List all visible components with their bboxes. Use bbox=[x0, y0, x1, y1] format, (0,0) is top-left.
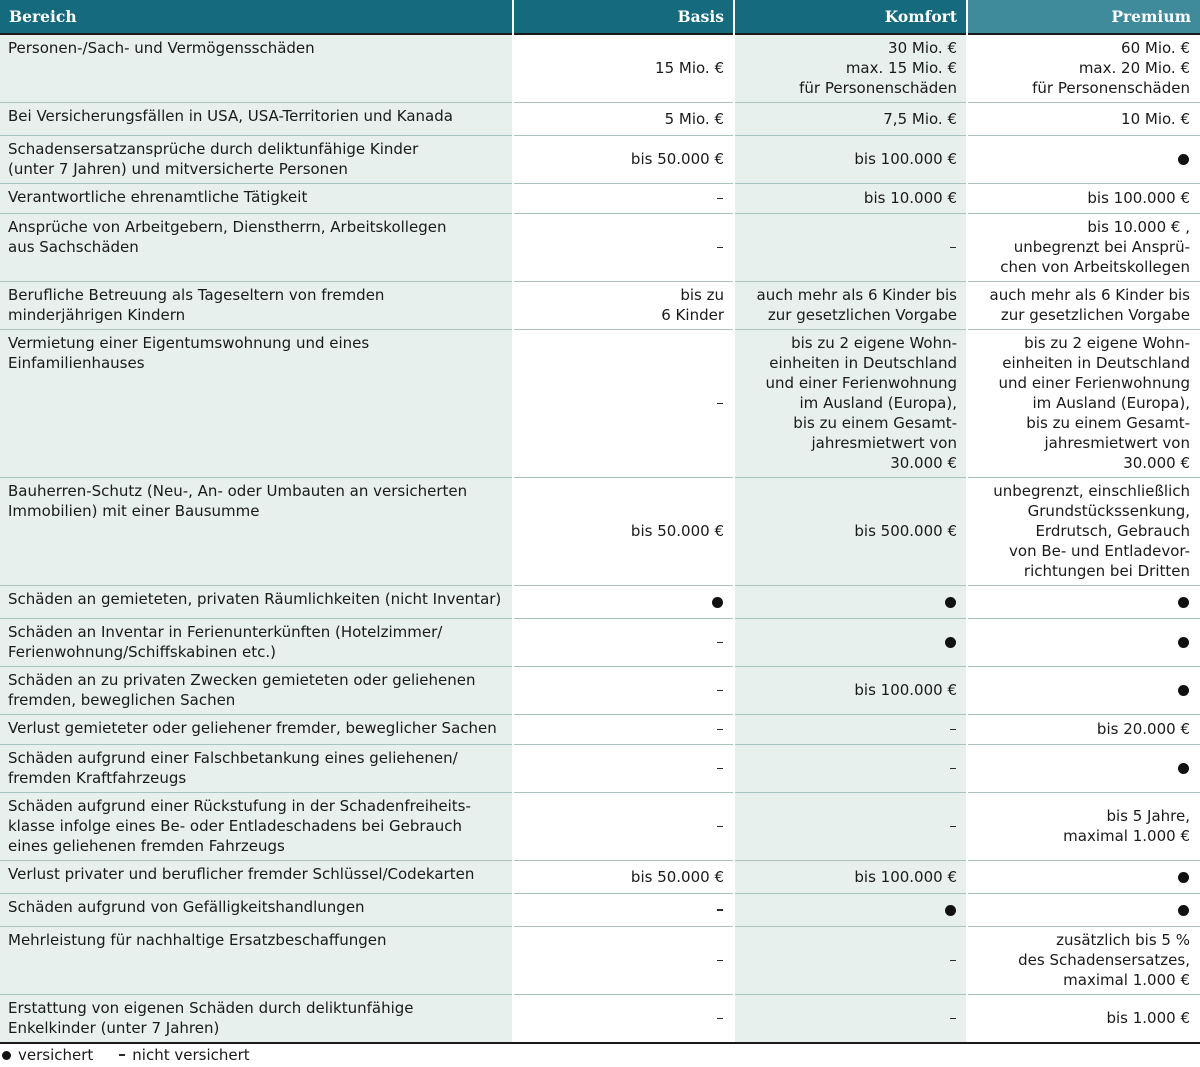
table-row bbox=[0, 745, 1200, 793]
legend-insured-label: versichert bbox=[18, 1046, 94, 1064]
column-header-area: Bereich bbox=[0, 0, 513, 34]
not-insured-dash-icon bbox=[717, 403, 723, 404]
insured-dot-icon bbox=[1178, 763, 1189, 774]
row-area-cell bbox=[0, 103, 513, 136]
row-label: Verantwortliche ehrenamtliche Tätigkeit bbox=[8, 188, 308, 206]
insured-dot-icon bbox=[945, 637, 956, 648]
komfort-value-cell bbox=[734, 103, 967, 136]
table-row bbox=[0, 214, 1200, 282]
komfort-value-cell bbox=[734, 214, 967, 282]
not-insured-dash-icon bbox=[119, 1054, 125, 1055]
basis-value-cell bbox=[513, 478, 734, 586]
cell-value: zusätzlich bis 5 % des Schadensersatzes, maximal 1.000 € bbox=[1018, 931, 1190, 989]
insured-dot-icon bbox=[712, 597, 723, 608]
cell-value: 7,5 Mio. € bbox=[883, 109, 957, 128]
komfort-value-cell bbox=[734, 619, 967, 667]
komfort-value-cell bbox=[734, 927, 967, 995]
table-body bbox=[0, 34, 1200, 1043]
premium-value-cell bbox=[967, 282, 1200, 330]
row-label: Schadensersatzansprüche durch deliktunfähige Kinder (unter 7 Jahren) und mitversicherte Personen bbox=[8, 140, 419, 178]
not-insured-dash-icon bbox=[717, 690, 723, 691]
cell-value: bis 500.000 € bbox=[854, 522, 957, 540]
row-area-cell bbox=[0, 894, 513, 927]
row-area-cell bbox=[0, 330, 513, 478]
row-label: Schäden aufgrund einer Falschbetankung eines geliehenen/ fremden Kraftfahrzeugs bbox=[8, 749, 458, 787]
row-label: Mehrleistung für nachhaltige Ersatzbeschaffungen bbox=[8, 931, 387, 949]
basis-value-cell bbox=[513, 715, 734, 745]
row-area-cell bbox=[0, 995, 513, 1044]
not-insured-dash-icon bbox=[717, 642, 723, 643]
basis-value-cell bbox=[513, 619, 734, 667]
not-insured-dash-icon bbox=[717, 826, 723, 827]
table-row bbox=[0, 894, 1200, 927]
cell-value: bis 100.000 € bbox=[854, 867, 957, 886]
insured-dot-icon bbox=[1178, 685, 1189, 696]
row-label: Bauherren-Schutz (Neu-, An- oder Umbauten an versicherten Immobilien) mit einer Bausumme bbox=[8, 482, 468, 520]
basis-value-cell bbox=[513, 745, 734, 793]
insured-dot-icon bbox=[1178, 154, 1189, 165]
table-row bbox=[0, 103, 1200, 136]
komfort-value-cell bbox=[734, 586, 967, 619]
row-area-cell bbox=[0, 667, 513, 715]
premium-value-cell bbox=[967, 715, 1200, 745]
not-insured-dash-icon bbox=[717, 960, 723, 961]
cell-value: bis 100.000 € bbox=[1087, 189, 1190, 207]
column-header-basis: Basis bbox=[513, 0, 734, 34]
row-area-cell bbox=[0, 34, 513, 103]
row-area-cell bbox=[0, 214, 513, 282]
komfort-value-cell bbox=[734, 330, 967, 478]
row-area-cell bbox=[0, 861, 513, 894]
column-header-premium: Premium bbox=[967, 0, 1200, 34]
legend-not-insured-label: nicht versichert bbox=[132, 1046, 250, 1064]
not-insured-dash-icon bbox=[950, 729, 956, 730]
basis-value-cell bbox=[513, 586, 734, 619]
komfort-value-cell bbox=[734, 136, 967, 184]
premium-value-cell bbox=[967, 136, 1200, 184]
basis-value-cell bbox=[513, 330, 734, 478]
legend bbox=[2, 1046, 250, 1064]
komfort-value-cell bbox=[734, 715, 967, 745]
not-insured-dash-icon bbox=[717, 1018, 723, 1019]
komfort-value-cell bbox=[734, 478, 967, 586]
premium-value-cell bbox=[967, 214, 1200, 282]
basis-value-cell bbox=[513, 894, 734, 927]
premium-value-cell bbox=[967, 793, 1200, 861]
premium-value-cell bbox=[967, 745, 1200, 793]
table-row bbox=[0, 34, 1200, 103]
insured-dot-icon bbox=[1178, 872, 1189, 883]
insured-dot-icon bbox=[945, 597, 956, 608]
premium-value-cell bbox=[967, 478, 1200, 586]
basis-value-cell bbox=[513, 667, 734, 715]
insured-dot-icon bbox=[2, 1051, 11, 1060]
basis-value-cell bbox=[513, 861, 734, 894]
cell-value: 10 Mio. € bbox=[1121, 109, 1190, 128]
table-row bbox=[0, 184, 1200, 214]
row-area-cell bbox=[0, 478, 513, 586]
premium-value-cell bbox=[967, 894, 1200, 927]
row-area-cell bbox=[0, 282, 513, 330]
table-row bbox=[0, 667, 1200, 715]
column-header-komfort: Komfort bbox=[734, 0, 967, 34]
basis-value-cell bbox=[513, 282, 734, 330]
not-insured-dash-icon bbox=[950, 247, 956, 248]
premium-value-cell bbox=[967, 103, 1200, 136]
not-insured-dash-icon bbox=[950, 768, 956, 769]
premium-value-cell bbox=[967, 619, 1200, 667]
not-insured-dash-icon bbox=[950, 960, 956, 961]
komfort-value-cell bbox=[734, 995, 967, 1044]
komfort-value-cell bbox=[734, 745, 967, 793]
row-area-cell bbox=[0, 619, 513, 667]
komfort-value-cell bbox=[734, 861, 967, 894]
cell-value: bis zu 6 Kinder bbox=[661, 286, 724, 324]
komfort-value-cell bbox=[734, 184, 967, 214]
komfort-value-cell bbox=[734, 667, 967, 715]
table-row bbox=[0, 793, 1200, 861]
table-row bbox=[0, 586, 1200, 619]
cell-value: bis 50.000 € bbox=[630, 150, 724, 168]
row-label: Schäden aufgrund von Gefälligkeitshandlungen bbox=[8, 898, 365, 916]
row-label: Ansprüche von Arbeitgebern, Dienstherrn, Arbeitskollegen aus Sachschäden bbox=[8, 218, 447, 256]
row-label: Verlust privater und beruflicher fremder Schlüssel/Codekarten bbox=[8, 865, 475, 883]
insured-dot-icon bbox=[945, 905, 956, 916]
row-label: Bei Versicherungsfällen in USA, USA-Territorien und Kanada bbox=[8, 107, 453, 125]
cell-value: bis 100.000 € bbox=[854, 681, 957, 699]
premium-value-cell bbox=[967, 667, 1200, 715]
not-insured-dash-icon bbox=[950, 1018, 956, 1019]
row-label: Erstattung von eigenen Schäden durch deliktunfähige Enkelkinder (unter 7 Jahren) bbox=[8, 999, 414, 1037]
row-area-cell bbox=[0, 793, 513, 861]
row-label: Schäden an gemieteten, privaten Räumlichkeiten (nicht Inventar) bbox=[8, 590, 502, 608]
row-area-cell bbox=[0, 745, 513, 793]
cell-value: bis 5 Jahre, maximal 1.000 € bbox=[1063, 807, 1190, 845]
not-insured-dash-icon bbox=[717, 909, 723, 910]
basis-value-cell bbox=[513, 995, 734, 1044]
table-row bbox=[0, 282, 1200, 330]
table-row bbox=[0, 861, 1200, 894]
insured-dot-icon bbox=[1178, 597, 1189, 608]
cell-value: auch mehr als 6 Kinder bis zur gesetzlichen Vorgabe bbox=[989, 286, 1190, 324]
row-area-cell bbox=[0, 715, 513, 745]
basis-value-cell bbox=[513, 793, 734, 861]
basis-value-cell bbox=[513, 136, 734, 184]
cell-value: bis 100.000 € bbox=[854, 150, 957, 168]
row-label: Schäden an Inventar in Ferienunterkünften (Hotelzimmer/ Ferienwohnung/Schiffskabinen etc.) bbox=[8, 623, 443, 661]
table-row bbox=[0, 136, 1200, 184]
cell-value: 30 Mio. € max. 15 Mio. € für Personenschäden bbox=[799, 39, 957, 97]
cell-value: 5 Mio. € bbox=[664, 109, 724, 128]
cell-value: bis 10.000 € , unbegrenzt bei Ansprü- chen von Arbeitskollegen bbox=[1000, 218, 1190, 276]
komfort-value-cell bbox=[734, 282, 967, 330]
premium-value-cell bbox=[967, 184, 1200, 214]
insured-dot-icon bbox=[1178, 905, 1189, 916]
row-area-cell bbox=[0, 136, 513, 184]
basis-value-cell bbox=[513, 927, 734, 995]
premium-value-cell bbox=[967, 34, 1200, 103]
row-label: Schäden aufgrund einer Rückstufung in der Schadenfreiheits- klasse infolge eines Be- oder Entladeschadens bei Gebrauch eines geliehenen fremden Fahrzeugs bbox=[8, 797, 471, 855]
table-row bbox=[0, 715, 1200, 745]
cell-value: bis zu 2 eigene Wohn- einheiten in Deutschland und einer Ferienwohnung im Ausland (Europa), bis zu einem Gesamt- jahresmietwert von 30.000 € bbox=[998, 334, 1190, 472]
row-label: Schäden an zu privaten Zwecken gemieteten oder geliehenen fremden, beweglichen Sachen bbox=[8, 671, 476, 709]
not-insured-dash-icon bbox=[717, 729, 723, 730]
komfort-value-cell bbox=[734, 894, 967, 927]
row-label: Berufliche Betreuung als Tageseltern von fremden minderjährigen Kindern bbox=[8, 286, 385, 324]
row-area-cell bbox=[0, 586, 513, 619]
basis-value-cell bbox=[513, 184, 734, 214]
cell-value: unbegrenzt, einschließlich Grundstückssenkung, Erdrutsch, Gebrauch von Be- und Entladevor- richtungen bei Dritten bbox=[993, 482, 1190, 580]
cell-value: bis 50.000 € bbox=[630, 867, 724, 886]
not-insured-dash-icon bbox=[717, 247, 723, 248]
cell-value: bis 1.000 € bbox=[1106, 1009, 1190, 1027]
premium-value-cell bbox=[967, 330, 1200, 478]
insured-dot-icon bbox=[1178, 637, 1189, 648]
premium-value-cell bbox=[967, 586, 1200, 619]
premium-value-cell bbox=[967, 927, 1200, 995]
premium-value-cell bbox=[967, 995, 1200, 1044]
table-row bbox=[0, 927, 1200, 995]
komfort-value-cell bbox=[734, 34, 967, 103]
cell-value: bis zu 2 eigene Wohn- einheiten in Deutschland und einer Ferienwohnung im Ausland (Europa), bis zu einem Gesamt- jahresmietwert von 30.000 € bbox=[765, 334, 957, 472]
basis-value-cell bbox=[513, 103, 734, 136]
row-label: Vermietung einer Eigentumswohnung und eines Einfamilienhauses bbox=[8, 334, 370, 372]
row-label: Personen-/Sach- und Vermögensschäden bbox=[8, 39, 315, 57]
table-row bbox=[0, 619, 1200, 667]
komfort-value-cell bbox=[734, 793, 967, 861]
basis-value-cell bbox=[513, 34, 734, 103]
table-row bbox=[0, 478, 1200, 586]
table-row bbox=[0, 330, 1200, 478]
cell-value: bis 50.000 € bbox=[630, 522, 724, 540]
basis-value-cell bbox=[513, 214, 734, 282]
cell-value: auch mehr als 6 Kinder bis zur gesetzlichen Vorgabe bbox=[756, 286, 957, 324]
row-area-cell bbox=[0, 184, 513, 214]
cell-value: bis 20.000 € bbox=[1096, 720, 1190, 738]
not-insured-dash-icon bbox=[717, 198, 723, 199]
table-header-row bbox=[0, 0, 1200, 34]
not-insured-dash-icon bbox=[717, 768, 723, 769]
row-area-cell bbox=[0, 927, 513, 995]
cell-value: bis 10.000 € bbox=[863, 189, 957, 207]
cell-value: 15 Mio. € bbox=[655, 59, 724, 77]
row-label: Verlust gemieteter oder geliehener fremder, beweglicher Sachen bbox=[8, 719, 497, 737]
table-row bbox=[0, 995, 1200, 1044]
premium-value-cell bbox=[967, 861, 1200, 894]
not-insured-dash-icon bbox=[950, 826, 956, 827]
cell-value: 60 Mio. € max. 20 Mio. € für Personenschäden bbox=[1032, 39, 1190, 97]
